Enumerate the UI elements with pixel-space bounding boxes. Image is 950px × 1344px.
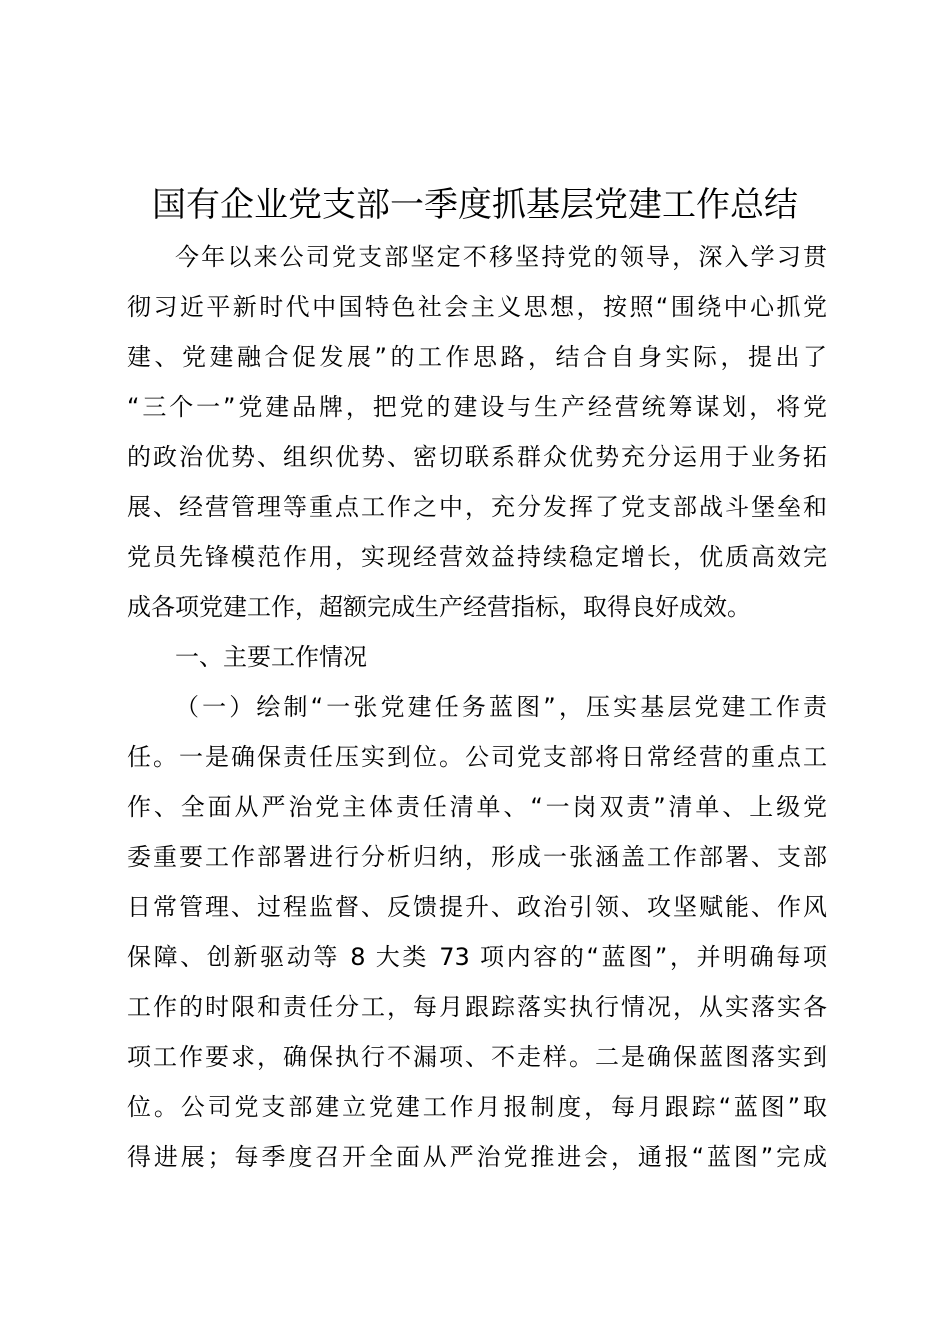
paragraph-2-line-1: （一）绘制“一张党建任务蓝图”，压实基层党建工作责 [175,693,827,721]
paragraph-2-line-5: 日常管理、过程监督、反馈提升、政治引领、攻坚赋能、作风 [127,893,827,921]
paragraph-1-line-7: 党员先锋模范作用，实现经营效益持续稳定增长，优质高效完 [127,543,827,571]
paragraph-1-line-8: 成各项党建工作，超额完成生产经营指标，取得良好成效。 [127,593,751,621]
paragraph-2-line-8: 项工作要求，确保执行不漏项、不走样。二是确保蓝图落实到 [127,1043,827,1071]
document-body [127,232,827,1182]
section-heading-1: 一、主要工作情况 [175,643,367,671]
paragraph-1-line-1: 今年以来公司党支部坚定不移坚持党的领导，深入学习贯 [175,243,827,271]
document-title: 国有企业党支部一季度抓基层党建工作总结 [152,185,798,225]
paragraph-1-line-3: 建、党建融合促发展”的工作思路，结合自身实际，提出了 [127,343,827,371]
paragraph-2-line-2: 任。一是确保责任压实到位。公司党支部将日常经营的重点工 [127,743,827,771]
paragraph-1-line-6: 展、经营管理等重点工作之中，充分发挥了党支部战斗堡垒和 [127,493,827,521]
paragraph-2-line-4: 委重要工作部署进行分析归纳，形成一张涵盖工作部署、支部 [127,843,827,871]
paragraph-2-line-9: 位。公司党支部建立党建工作月报制度，每月跟踪“蓝图”取 [127,1093,827,1121]
paragraph-2-line-7: 工作的时限和责任分工，每月跟踪落实执行情况，从实落实各 [127,993,827,1021]
paragraph-2-line-10: 得进展；每季度召开全面从严治党推进会，通报“蓝图”完成 [127,1143,827,1171]
paragraph-1-line-4: “三个一”党建品牌，把党的建设与生产经营统筹谋划，将党 [127,393,827,421]
paragraph-1-line-5: 的政治优势、组织优势、密切联系群众优势充分运用于业务拓 [127,443,827,471]
paragraph-2-line-6: 保障、创新驱动等 8 大类 73 项内容的“蓝图”，并明确每项 [127,943,827,971]
paragraph-2-line-3: 作、全面从严治党主体责任清单、“一岗双责”清单、上级党 [127,793,827,821]
paragraph-1-line-2: 彻习近平新时代中国特色社会主义思想，按照“围绕中心抓党 [127,293,827,321]
